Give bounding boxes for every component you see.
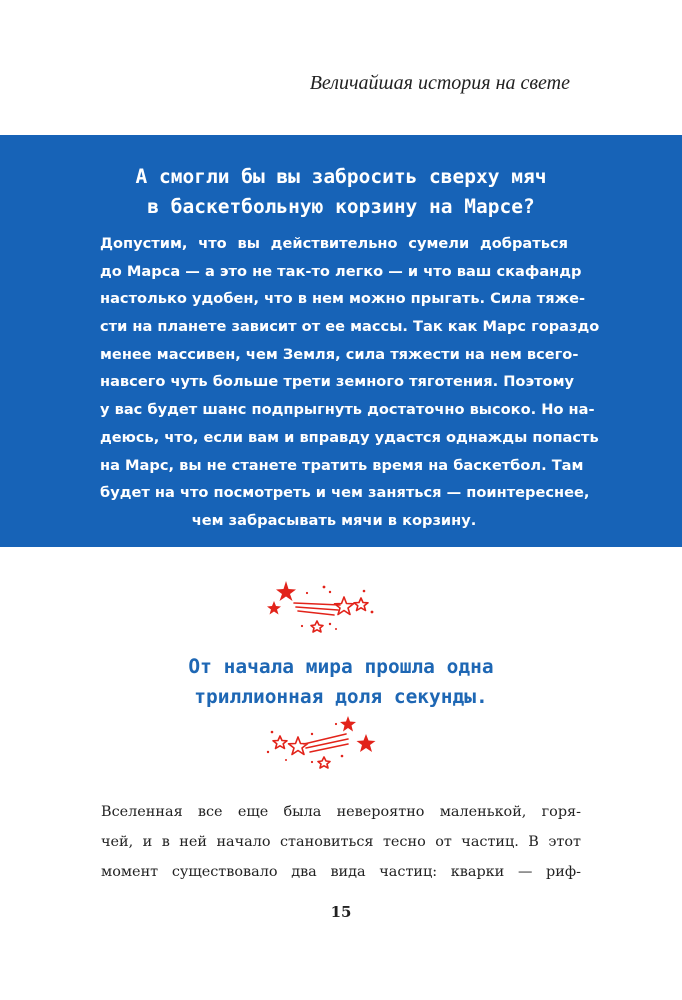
running-title: Величайшая история на свете [309,72,570,94]
sidebar-box-title-line: А смогли бы вы забросить сверху мяч [135,165,547,188]
star-ornament-bottom-icon [262,712,382,774]
sidebar-box-line: менее массивен, чем Земля, сила тяжести на нем всего- [100,345,579,363]
body-text-line: момент существовало два вида частиц: кварки — риф- [101,864,581,880]
page-number: 15 [330,903,352,921]
sidebar-box-line: у вас будет шанс подпрыгнуть достаточно высоко. Но на- [100,401,595,419]
star-ornament-top-icon [262,577,382,637]
body-text-line: чей, и в ней начало становиться тесно от частиц. В этот [101,834,581,850]
section-heading [0,652,682,712]
section-heading-line: триллионная доля секунды. [194,685,488,708]
sidebar-box-line: настолько удобен, что в нем можно прыгать. Сила тяже- [100,290,586,308]
section-heading-line: От начала мира прошла одна [188,655,494,678]
sidebar-box-title [0,162,682,222]
body-text-line: Вселенная все еще была невероятно маленькой, горя- [101,804,581,820]
sidebar-box-line: деюсь, что, если вам и вправду удастся однажды попасть [100,428,599,446]
sidebar-box-line: на Марс, вы не станете тратить время на баскетбол. Там [100,456,584,474]
sidebar-box-line: до Марса — а это не так-то легко — и что ваш скафандр [100,262,582,280]
sidebar-box-line: навсего чуть больше трети земного тяготения. Поэтому [100,373,575,391]
sidebar-box-line: Допустим, что вы действительно сумели добраться [100,235,568,252]
sidebar-box-line: будет на что посмотреть и чем заняться — поинтереснее, [100,484,590,502]
sidebar-box-title-line: в баскетбольную корзину на Марсе? [147,195,535,218]
sidebar-box-line: чем забрасывать мячи в корзину. [191,511,477,529]
body-text [101,797,581,887]
sidebar-box-line: сти на планете зависит от ее массы. Так как Марс гораздо [100,318,600,336]
sidebar-box-body [100,230,600,535]
